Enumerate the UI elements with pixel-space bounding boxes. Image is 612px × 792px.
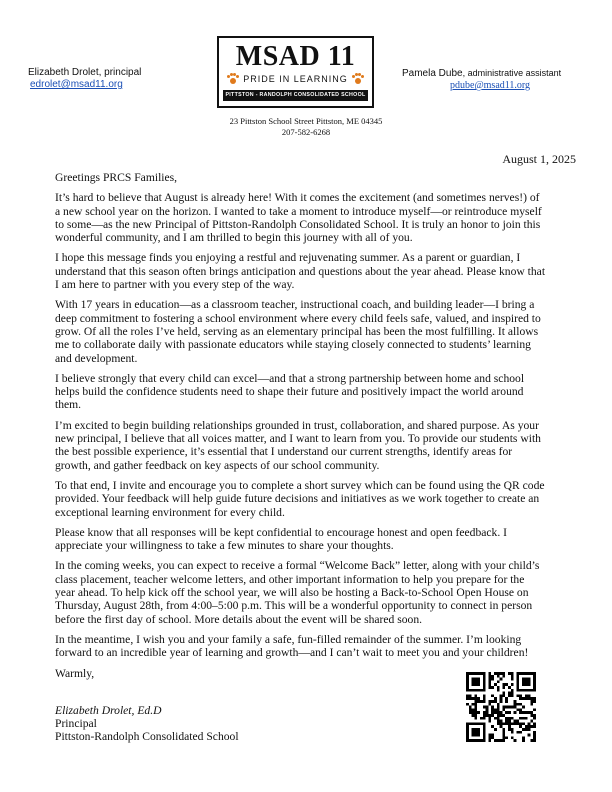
signature-school: Pittston-Randolph Consolidated School xyxy=(55,730,239,744)
letter-greeting: Greetings PRCS Families, xyxy=(55,171,178,184)
letter-paragraph: Please know that all responses will be kept confidential to encourage honest and open feedback. I appreciate your willingness to take a few minutes to share your thoughts. xyxy=(55,525,508,553)
survey-qr-code-icon[interactable] xyxy=(466,672,536,742)
letter-paragraph: With 17 years in education—as a classroom teacher, instructional coach, and building leader—I bring a deep commitment to fostering a school environment where every child feels safe, valued, and inspired to grow. Of all the roles I’ve held, serving as an elementary principal has been the most fulfilling. It allows me to collaborate daily with passionate educators while staying closely connected to students’ learning and development. xyxy=(55,298,541,365)
logo-wordmark: MSAD 11 xyxy=(235,41,356,72)
assistant-name: Pamela Dube xyxy=(402,68,463,79)
logo-tagline: PRIDE IN LEARNING xyxy=(243,74,348,84)
paw-print-icon xyxy=(352,73,364,85)
assistant-title: , administrative assistant xyxy=(462,68,562,78)
letter-date: August 1, 2025 xyxy=(502,152,576,166)
letter-paragraph: I’m excited to begin building relationships grounded in trust, collaboration, and shared purpose. As your new principal, I believe that all voices matter, and I want to learn from you. To provide our students with the best possible experience, it’s essential that I understand our current strengths, identify areas for growth, and gather feedback on key aspects of our school community. xyxy=(55,418,541,472)
paw-print-icon xyxy=(227,73,239,85)
school-address-block xyxy=(0,116,612,138)
logo-school-bar: PITTSTON - RANDOLPH CONSOLIDATED SCHOOL xyxy=(223,90,368,101)
letter-paragraph: It’s hard to believe that August is already here! With it comes the excitement (and sometimes nerves!) of a new school year on the horizon. I wanted to take a moment to introduce myself—or reintroduce myself to some—as the new Principal of Pittston-Randolph Consolidated School. It is truly an honor to join this wonderful community, and I am thrilled to begin this journey with all of you. xyxy=(55,191,542,245)
letter-paragraph: I believe strongly that every child can excel—and that a strong partnership between home and school helps build the confidence students need to shape their future and positively impact the world around them. xyxy=(55,371,525,412)
school-address: 23 Pittston School Street Pittston, ME 04345 xyxy=(229,116,383,126)
principal-name-title: Elizabeth Drolet, principal xyxy=(28,67,142,78)
district-logo xyxy=(217,36,374,108)
signature-role: Principal xyxy=(55,717,97,731)
letter-paragraph: To that end, I invite and encourage you to complete a short survey which can be found using the QR code provided. Your feedback will help guide future decisions and initiatives as we work together to create an exceptional learning environment for every child. xyxy=(55,478,545,519)
letter-paragraph: In the meantime, I wish you and your family a safe, fun-filled remainder of the summer. I’m looking forward to an incredible year of learning and growth—and I can’t wait to meet you and your children! xyxy=(55,632,529,660)
letter-body xyxy=(55,171,546,744)
signature-name: Elizabeth Drolet, Ed.D xyxy=(55,703,162,717)
letter-paragraph: In the coming weeks, you can expect to receive a formal “Welcome Back” letter, along with your child’s class placement, teacher welcome letters, and other important information to help you prepare for the year ahead. To help kick off the school year, we will also be hosting a Back-to-School Open House on Thursday, August 28th, from 4:00–5:00 p.m. This will be a wonderful opportunity to connect in person before the first day of school. More details about the event will be shared soon. xyxy=(55,559,540,626)
assistant-email-link[interactable]: pdube@msad11.org xyxy=(450,80,531,91)
letter-paragraph: I hope this message finds you enjoying a restful and rejuvenating summer. As a parent or guardian, I understand that this season often brings anticipation and questions about the year ahead. Please know that I am here to partner with you every step of the way. xyxy=(55,251,546,292)
principal-email-link[interactable]: edrolet@msad11.org xyxy=(30,79,123,90)
school-phone: 207-582-6268 xyxy=(281,127,331,137)
assistant-contact xyxy=(402,67,582,92)
letter-closing: Warmly, xyxy=(55,666,95,680)
principal-contact xyxy=(28,67,141,91)
